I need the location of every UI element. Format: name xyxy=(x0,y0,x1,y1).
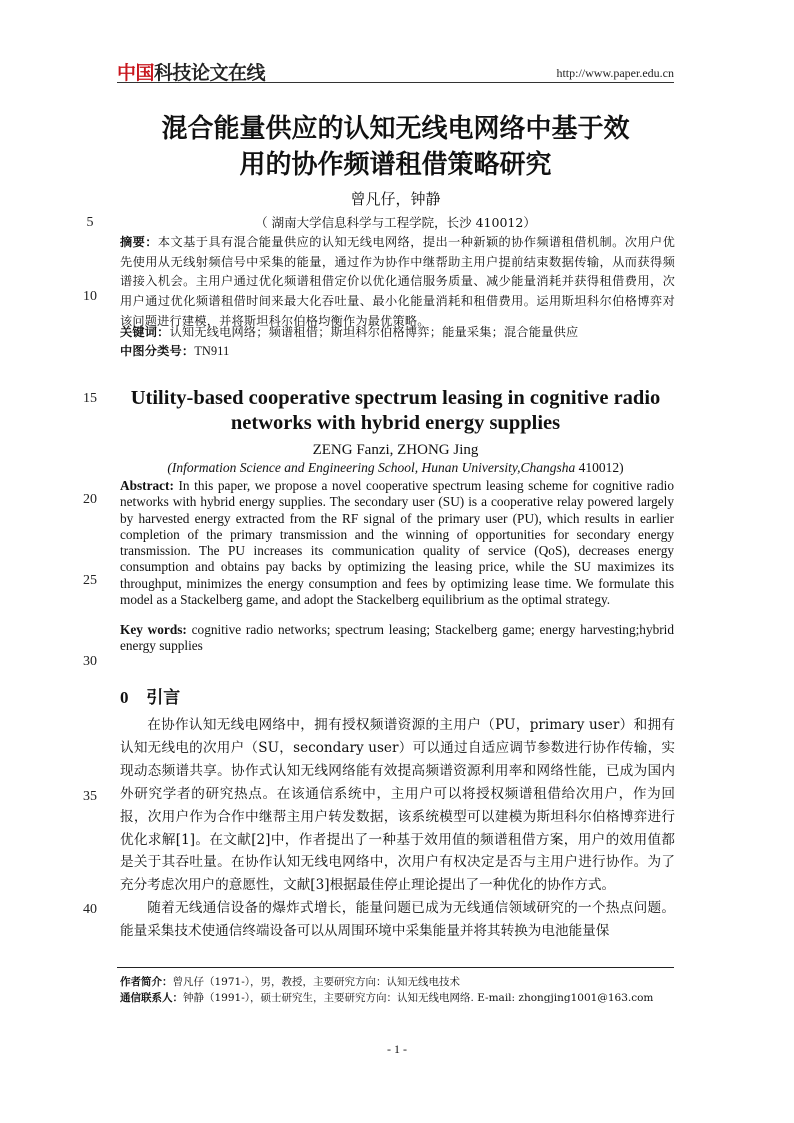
affiliation-en-text: (Information Science and Engineering School, Hunan University,Changsha xyxy=(167,460,576,475)
line-number: 15 xyxy=(83,391,97,406)
abstract-cn xyxy=(120,233,675,332)
clc-text: TN911 xyxy=(194,344,230,358)
line-number: 25 xyxy=(83,573,97,588)
title-cn-line2: 用的协作频谱租借策略研究 xyxy=(239,150,552,180)
clc-number xyxy=(120,342,675,362)
keywords-en-label: Key words: xyxy=(120,622,187,637)
abstract-en-label: Abstract: xyxy=(120,478,174,493)
affiliation-cn: （ 湖南大学信息科学与工程学院，长沙 410012） xyxy=(255,215,536,230)
affiliation-en xyxy=(117,460,674,476)
abstract-en-text: In this paper, we propose a novel cooperative spectrum leasing scheme for cognitive radio networks with hybrid energy supplies. The secondary user (SU) is a cooperative relay powered largely by harvested energy extracted from the RF signal of the primary user (PU), which results in earlier completion of the primary transmission and the winning of opportunities for secondary energy transmission. The PU increases its communication quality of service (QoS), decreases energy consumption and obtains pay backs by optimizing the leasing price, while the SU maximizes its throughput, minimizes the energy consumption and fees by optimizing lease time. We formulate this model as a Stackelberg game, and adopt the Stackelberg equilibrium as the optimal strategy. xyxy=(120,478,674,608)
footnote-label: 通信联系人： xyxy=(120,992,183,1004)
keywords-cn-text: 认知无线电网络；频谱租借；斯坦科尔伯格博弈；能量采集；混合能量供应 xyxy=(169,325,579,339)
line-number: 5 xyxy=(86,215,94,230)
page-number: - 1 - xyxy=(387,1042,407,1056)
body-paragraph: 在协作认知无线电网络中，拥有授权频谱资源的主用户（PU，primary user）和拥有认知无线电的次用户（SU，secondary user）可以通过自适应调节参数进行协作传输，实现动态频谱共享。协作式认知无线网络能有效提高频谱资源利用率和网络性能，已成为国内外研究学者的研究热点。在该通信系统中，主用户可以将授权频谱租借给次用户，作为回报，次用户作为合作中继帮主用户转发数据，该系统模型可以建模为斯坦科尔伯格博弈进行优化求解[1]。在文献[2]中，作者提出了一种基于效用值的频谱租借方案，用户的效用值都是关于其吞吐量。在协作认知无线电网络中，次用户有权决定是否与主用户进行协作。为了充分考虑次用户的意愿性，文献[3]根据最佳停止理论提出了一种优化的协作方式。 xyxy=(120,717,675,894)
line-number: 35 xyxy=(83,789,97,804)
logo-red-part: 中国 xyxy=(117,62,155,84)
footnote-label: 作者简介： xyxy=(120,976,173,988)
line-number: 20 xyxy=(83,492,97,507)
title-en-line2: networks with hybrid energy supplies xyxy=(230,412,561,434)
authors-en: ZENG Fanzi, ZHONG Jing xyxy=(312,442,479,458)
section-number: 0 xyxy=(120,688,129,707)
body-text xyxy=(120,714,675,943)
footnote-text: 钟静（1991-），硕士研究生，主要研究方向：认知无线电网络. E-mail: zhongjing1001@163.com xyxy=(183,992,654,1004)
header-rule xyxy=(117,82,674,83)
keywords-cn-label: 关键词： xyxy=(120,325,170,339)
footnote-text: 曾凡仔（1971-），男，教授，主要研究方向：认知无线电技术 xyxy=(172,976,461,988)
title-cn-line1: 混合能量供应的认知无线电网络中基于效 xyxy=(161,114,630,144)
title-en-line1: Utility-based cooperative spectrum leasing in cognitive radio xyxy=(130,387,661,409)
keywords-en xyxy=(120,622,674,655)
keywords-cn xyxy=(120,323,675,343)
footnote-contact xyxy=(120,991,680,1006)
line-number: 10 xyxy=(83,289,97,304)
footnote-author-intro xyxy=(120,975,680,990)
line-number: 40 xyxy=(83,902,97,917)
section-title: 引言 xyxy=(146,688,181,708)
section-heading xyxy=(120,683,180,708)
abstract-en xyxy=(120,478,674,608)
authors-cn: 曾凡仔，钟静 xyxy=(350,190,441,208)
footnote-rule xyxy=(117,967,674,968)
keywords-en-text: cognitive radio networks; spectrum leasing; Stackelberg game; energy harvesting;hybrid energy supplies xyxy=(120,622,675,654)
header-url: http://www.paper.edu.cn xyxy=(556,66,674,80)
abstract-cn-label: 摘要： xyxy=(120,235,158,249)
clc-label: 中图分类号： xyxy=(120,344,195,358)
body-paragraph: 随着无线通信设备的爆炸式增长，能量问题已成为无线通信领域研究的一个热点问题。能量采集技术使通信终端设备可以从周围环境中采集能量并将其转换为电池能量保 xyxy=(120,900,675,940)
site-logo xyxy=(117,58,265,85)
logo-dark-part: 科技论文在线 xyxy=(154,62,266,84)
line-number: 30 xyxy=(83,654,97,669)
abstract-cn-text: 本文基于具有混合能量供应的认知无线电网络，提出一种新颖的协作频谱租借机制。次用户优先使用从无线射频信号中采集的能量，通过作为协作中继帮助主用户提前结束数据传输，从而获得频谱接入机会。主用户通过优化频谱租借定价以优化通信服务质量、减少能量消耗并获得租借费用，次用户通过优化频谱租借时间来最大化吞吐量、最小化能量消耗和租借费用。运用斯坦科尔伯格博弈对该问题进行建模，并将斯坦科尔伯格均衡作为最优策略。 xyxy=(120,235,675,328)
affiliation-en-code: 410012) xyxy=(578,460,624,475)
